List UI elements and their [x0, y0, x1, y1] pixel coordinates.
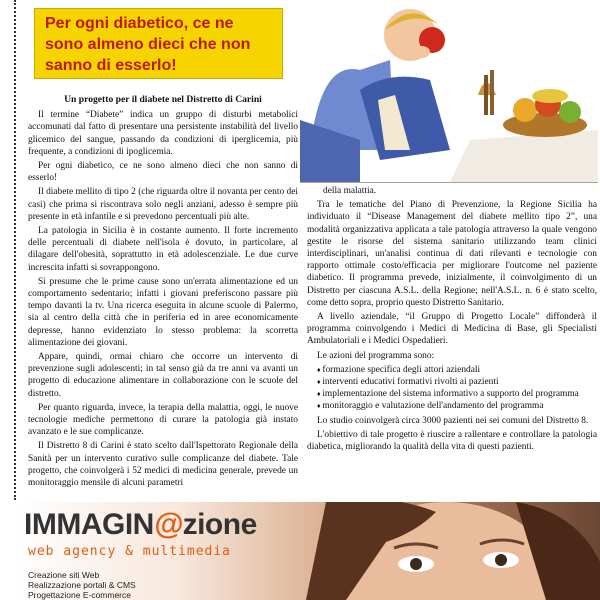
ad-logo-part: zione — [182, 508, 257, 541]
ad-logo-at: @ — [153, 508, 183, 541]
dotted-separator — [14, 0, 16, 500]
list-item: ♦ formazione specifica degli attori aziendali — [317, 364, 597, 376]
article-paragraph: Appare, quindi, ormai chiaro che occorre un intervento di prevenzione sugli adolescenti; in tal senso già da tre anni va avanti un progetto di educazione alimentare in collaborazione con le scuole del distretto. — [28, 352, 298, 399]
article-paragraph: Per quanto riguarda, invece, la terapia della malattia, oggi, le nuove tecnologie mediche permettono di curare la patologia già instato avanzato e le sue complicanze. — [28, 402, 298, 438]
article-paragraph: della malattia. — [323, 186, 377, 196]
program-actions-list — [307, 364, 597, 413]
article-paragraph: Il termine “Diabete” indica un gruppo di disturbi metabolici accomunati dal fatto di presentare una persistente instabilità del livello glicemico del sangue, passando da condizioni di iperglicemia, più frequente, a condizioni di ipoglicemia. — [28, 110, 298, 157]
article-paragraph: L'obiettivo di tale progetto è riuscire a rallentare e controllare la patologia diabetica, migliorando la qualità della vita di questi pazienti. — [307, 429, 597, 453]
headline-banner — [34, 8, 283, 79]
ad-logo-part: IMMAGIN — [24, 508, 154, 541]
article-heading: Un progetto per il diabete nel Distretto di Carini — [64, 94, 262, 105]
article-paragraph: Le azioni del programma sono: — [317, 350, 435, 361]
ad-services-list — [28, 570, 136, 600]
article-paragraph: Il Distretto 8 di Carini è stato scelto dall'Ispettorato Regionale della Sanità per un intervento curativo sulle complicanze del diabete. Tale progetto, che coinvolgerà i 52 medici di medicina generale, prevede un monitoraggio mensile di alcuni parametri — [28, 441, 298, 489]
woman-face-photo — [266, 502, 600, 600]
article-paragraph: Lo studio coinvolgerà circa 3000 pazienti nei sei comuni del Distretto 8. — [317, 415, 589, 426]
list-item: ♦ monitoraggio e valutazione dell'andamento del programma — [317, 400, 597, 412]
ad-service-item: Progettazione E-commerce — [28, 590, 131, 600]
article-paragraph: La patologia in Sicilia è in costante aumento. Il forte incremento delle percentuali di diabete nell'isola è dovuto, in particolare, al dilagare dell'obesità, soprattutto in età adolescenziale. Le due curve increscita infatti si sovrappongono. — [28, 226, 298, 273]
article-left-column — [28, 94, 298, 491]
headline-text: Per ogni diabetico, ce ne sono almeno dieci che non sanno di esserlo! — [45, 15, 251, 74]
article-paragraph: Per ogni diabetico, ce ne sono almeno dieci che non sanno di esserlo! — [28, 161, 298, 184]
advertisement-banner[interactable] — [16, 502, 600, 600]
article-paragraph: Si presume che le prime cause sono un'errata alimentazione ed un comportamento sedentario; infatti i giovani preferiscono passare più tempo davanti la tv. Una ricerca eseguita in alcune scuole di Palermo, sia al centro della città che in periferia ed in aree economicamente depresse, hanno evidenziato lo stesso problema: la scorretta alimentazione dei giovani. — [28, 276, 298, 348]
article-paragraph: Tra le tematiche del Piano di Prevenzione, la Regione Sicilia ha individuato il “Disease Management del diabete mellito tipo 2”, una modalità organizzativa applicata a tale patologia attraverso la quale vengono gestite le risorse del sistema sanitario utilizzando team clinici interdisciplinari, un'analisi continua di dati rilevanti e tecnologie con rapporto ottimale costo/efficacia per migliorare l'outcome nel paziente diabetico. Il programma prevede, inizialmente, il coinvolgimento di un Distretto per ciascuna A.S.L. della Regione; nell'A.S.L. n. 6 è stato scelto, come detto sopra, proprio questo Distretto Sanitario. — [307, 200, 597, 308]
article-paragraph: Il diabete mellito di tipo 2 (che riguarda oltre il novanta per cento dei casi) che prima si riscontrava solo negli anziani, adesso è sempre più presente in età infantile e si prevedono percentuali più alte. — [28, 187, 298, 222]
ad-service-item: Creazione siti Web — [28, 570, 100, 580]
ad-logo — [24, 508, 257, 542]
boy-eating-apple-illustration — [300, 0, 598, 183]
article-paragraph: A livello aziendale, “il Gruppo di Progetto Locale” diffonderà il programma coinvolgendo i Medici di Medicina di Base, gli Specialisti Ambulatoriali e i Medici Ospedalieri. — [307, 312, 597, 347]
ad-tagline: web agency & multimedia — [28, 544, 232, 559]
list-item: ♦ implementazione del sistema informativo a supporto del programma — [317, 388, 597, 400]
list-item: ♦ interventi educativi formativi rivolti ai pazienti — [317, 376, 597, 388]
ad-service-item: Realizzazione portali & CMS — [28, 580, 136, 590]
article-right-column — [307, 185, 597, 455]
